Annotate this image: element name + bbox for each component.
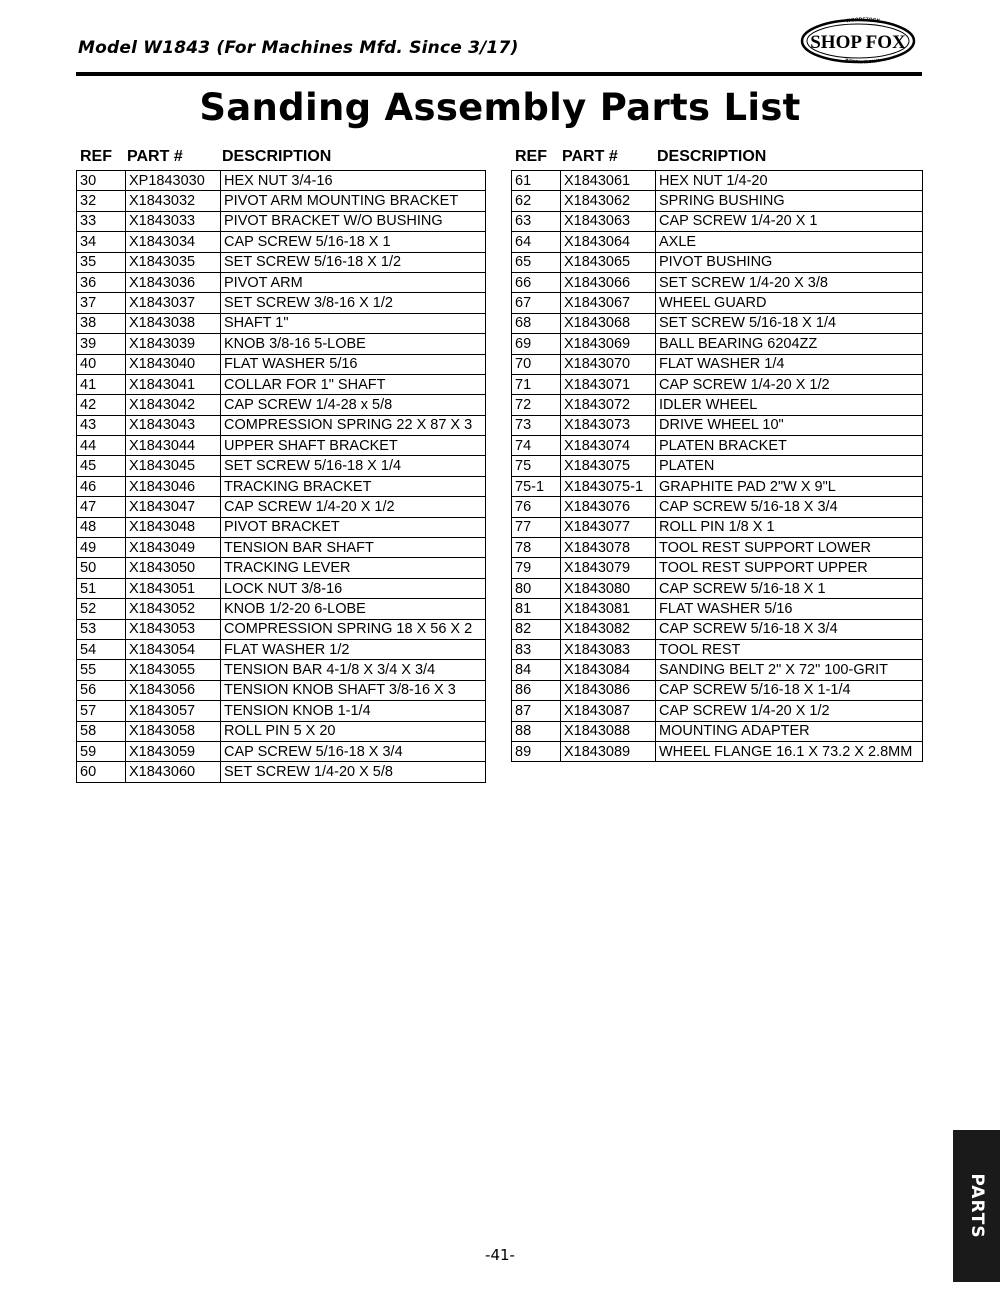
ref-cell: 76 bbox=[512, 497, 561, 517]
description-cell: CAP SCREW 1/4-20 X 1/2 bbox=[221, 497, 486, 517]
ref-cell: 53 bbox=[77, 619, 126, 639]
part-number-cell: X1843032 bbox=[126, 191, 221, 211]
table-row bbox=[77, 436, 486, 456]
ref-cell: 37 bbox=[77, 293, 126, 313]
table-row bbox=[77, 721, 486, 741]
part-number-cell: X1843044 bbox=[126, 436, 221, 456]
table-row bbox=[77, 476, 486, 496]
col-header-part: PART # bbox=[562, 148, 618, 165]
ref-cell: 82 bbox=[512, 619, 561, 639]
table-row bbox=[77, 558, 486, 578]
table-row bbox=[77, 334, 486, 354]
description-cell: FLAT WASHER 5/16 bbox=[221, 354, 486, 374]
table-row bbox=[512, 374, 923, 394]
ref-cell: 72 bbox=[512, 395, 561, 415]
part-number-cell: X1843074 bbox=[561, 436, 656, 456]
ref-cell: 54 bbox=[77, 639, 126, 659]
part-number-cell: X1843036 bbox=[126, 272, 221, 292]
description-cell: TRACKING BRACKET bbox=[221, 476, 486, 496]
description-cell: SET SCREW 5/16-18 X 1/4 bbox=[656, 313, 923, 333]
description-cell: PLATEN BRACKET bbox=[656, 436, 923, 456]
part-number-cell: X1843040 bbox=[126, 354, 221, 374]
ref-cell: 70 bbox=[512, 354, 561, 374]
ref-cell: 71 bbox=[512, 374, 561, 394]
part-number-cell: X1843058 bbox=[126, 721, 221, 741]
part-number-cell: X1843034 bbox=[126, 232, 221, 252]
description-cell: TRACKING LEVER bbox=[221, 558, 486, 578]
part-number-cell: X1843076 bbox=[561, 497, 656, 517]
table-row bbox=[77, 762, 486, 782]
table-row bbox=[77, 313, 486, 333]
table-row bbox=[512, 701, 923, 721]
ref-cell: 80 bbox=[512, 578, 561, 598]
table-row bbox=[512, 497, 923, 517]
ref-cell: 62 bbox=[512, 191, 561, 211]
table-row bbox=[77, 211, 486, 231]
part-number-cell: X1843067 bbox=[561, 293, 656, 313]
column-headers bbox=[76, 147, 486, 170]
part-number-cell: X1843059 bbox=[126, 741, 221, 761]
table-row bbox=[77, 252, 486, 272]
part-number-cell: X1843061 bbox=[561, 171, 656, 191]
table-row bbox=[512, 354, 923, 374]
part-number-cell: X1843056 bbox=[126, 680, 221, 700]
ref-cell: 48 bbox=[77, 517, 126, 537]
part-number-cell: X1843068 bbox=[561, 313, 656, 333]
table-row bbox=[77, 293, 486, 313]
description-cell: COMPRESSION SPRING 18 X 56 X 2 bbox=[221, 619, 486, 639]
table-row bbox=[512, 334, 923, 354]
table-row bbox=[512, 619, 923, 639]
part-number-cell: X1843038 bbox=[126, 313, 221, 333]
description-cell: ROLL PIN 1/8 X 1 bbox=[656, 517, 923, 537]
description-cell: CAP SCREW 5/16-18 X 1 bbox=[221, 232, 486, 252]
table-row bbox=[512, 538, 923, 558]
table-row bbox=[512, 578, 923, 598]
description-cell: PIVOT ARM bbox=[221, 272, 486, 292]
parts-table bbox=[76, 170, 486, 783]
description-cell: MOUNTING ADAPTER bbox=[656, 721, 923, 741]
table-row bbox=[77, 701, 486, 721]
page-title: Sanding Assembly Parts List bbox=[199, 86, 801, 129]
table-row bbox=[512, 476, 923, 496]
table-row bbox=[512, 232, 923, 252]
table-row bbox=[77, 232, 486, 252]
description-cell: PIVOT BUSHING bbox=[656, 252, 923, 272]
part-number-cell: X1843055 bbox=[126, 660, 221, 680]
description-cell: BALL BEARING 6204ZZ bbox=[656, 334, 923, 354]
description-cell: UPPER SHAFT BRACKET bbox=[221, 436, 486, 456]
ref-cell: 57 bbox=[77, 701, 126, 721]
description-cell: CAP SCREW 5/16-18 X 1-1/4 bbox=[656, 680, 923, 700]
ref-cell: 44 bbox=[77, 436, 126, 456]
part-number-cell: X1843088 bbox=[561, 721, 656, 741]
description-cell: FLAT WASHER 1/2 bbox=[221, 639, 486, 659]
parts-table-body bbox=[512, 171, 923, 762]
part-number-cell: X1843063 bbox=[561, 211, 656, 231]
part-number-cell: X1843033 bbox=[126, 211, 221, 231]
ref-cell: 56 bbox=[77, 680, 126, 700]
description-cell: FLAT WASHER 1/4 bbox=[656, 354, 923, 374]
ref-cell: 87 bbox=[512, 701, 561, 721]
parts-table-body bbox=[77, 171, 486, 783]
part-number-cell: X1843064 bbox=[561, 232, 656, 252]
ref-cell: 79 bbox=[512, 558, 561, 578]
ref-cell: 42 bbox=[77, 395, 126, 415]
part-number-cell: X1843082 bbox=[561, 619, 656, 639]
table-row bbox=[512, 558, 923, 578]
ref-cell: 88 bbox=[512, 721, 561, 741]
logo-top-arc-text: WOODSTOCK bbox=[845, 16, 881, 25]
description-cell: SET SCREW 5/16-18 X 1/2 bbox=[221, 252, 486, 272]
table-row bbox=[77, 171, 486, 191]
description-cell: SET SCREW 5/16-18 X 1/4 bbox=[221, 456, 486, 476]
part-number-cell: X1843071 bbox=[561, 374, 656, 394]
shop-fox-logo-graphic bbox=[800, 16, 916, 66]
description-cell: CAP SCREW 5/16-18 X 3/4 bbox=[221, 741, 486, 761]
table-row bbox=[77, 191, 486, 211]
ref-cell: 74 bbox=[512, 436, 561, 456]
table-row bbox=[77, 741, 486, 761]
description-cell: TENSION BAR SHAFT bbox=[221, 538, 486, 558]
table-row bbox=[512, 599, 923, 619]
table-row bbox=[77, 538, 486, 558]
logo-bottom-arc-text: INTERNATIONAL bbox=[844, 57, 882, 65]
page-number: -41- bbox=[485, 1246, 515, 1264]
ref-cell: 46 bbox=[77, 476, 126, 496]
part-number-cell: X1843049 bbox=[126, 538, 221, 558]
col-header-description: DESCRIPTION bbox=[222, 148, 332, 165]
ref-cell: 64 bbox=[512, 232, 561, 252]
ref-cell: 66 bbox=[512, 272, 561, 292]
ref-cell: 40 bbox=[77, 354, 126, 374]
table-row bbox=[77, 517, 486, 537]
part-number-cell: X1843080 bbox=[561, 578, 656, 598]
part-number-cell: X1843037 bbox=[126, 293, 221, 313]
part-number-cell: X1843054 bbox=[126, 639, 221, 659]
part-number-cell: X1843084 bbox=[561, 660, 656, 680]
ref-cell: 78 bbox=[512, 538, 561, 558]
part-number-cell: X1843041 bbox=[126, 374, 221, 394]
description-cell: TENSION KNOB SHAFT 3/8-16 X 3 bbox=[221, 680, 486, 700]
description-cell: DRIVE WHEEL 10" bbox=[656, 415, 923, 435]
table-row bbox=[77, 497, 486, 517]
table-row bbox=[77, 374, 486, 394]
part-number-cell: X1843081 bbox=[561, 599, 656, 619]
ref-cell: 61 bbox=[512, 171, 561, 191]
table-row bbox=[512, 517, 923, 537]
part-number-cell: X1843060 bbox=[126, 762, 221, 782]
description-cell: GRAPHITE PAD 2"W X 9"L bbox=[656, 476, 923, 496]
description-cell: SANDING BELT 2" X 72" 100-GRIT bbox=[656, 660, 923, 680]
part-number-cell: X1843046 bbox=[126, 476, 221, 496]
part-number-cell: X1843047 bbox=[126, 497, 221, 517]
part-number-cell: X1843065 bbox=[561, 252, 656, 272]
ref-cell: 50 bbox=[77, 558, 126, 578]
description-cell: COLLAR FOR 1" SHAFT bbox=[221, 374, 486, 394]
part-number-cell: X1843053 bbox=[126, 619, 221, 639]
table-row bbox=[77, 578, 486, 598]
shop-fox-logo bbox=[800, 16, 916, 66]
table-row bbox=[77, 415, 486, 435]
table-row bbox=[512, 741, 923, 761]
table-row bbox=[512, 680, 923, 700]
description-cell: CAP SCREW 5/16-18 X 3/4 bbox=[656, 619, 923, 639]
ref-cell: 33 bbox=[77, 211, 126, 231]
description-cell: IDLER WHEEL bbox=[656, 395, 923, 415]
part-number-cell: X1843039 bbox=[126, 334, 221, 354]
description-cell: FLAT WASHER 5/16 bbox=[656, 599, 923, 619]
description-cell: TOOL REST SUPPORT LOWER bbox=[656, 538, 923, 558]
ref-cell: 65 bbox=[512, 252, 561, 272]
table-row bbox=[77, 680, 486, 700]
ref-cell: 83 bbox=[512, 639, 561, 659]
ref-cell: 75 bbox=[512, 456, 561, 476]
table-row bbox=[512, 721, 923, 741]
table-row bbox=[77, 619, 486, 639]
ref-cell: 55 bbox=[77, 660, 126, 680]
part-number-cell: X1843075-1 bbox=[561, 476, 656, 496]
part-number-cell: X1843072 bbox=[561, 395, 656, 415]
description-cell: HEX NUT 3/4-16 bbox=[221, 171, 486, 191]
part-number-cell: X1843089 bbox=[561, 741, 656, 761]
description-cell: ROLL PIN 5 X 20 bbox=[221, 721, 486, 741]
table-row bbox=[512, 293, 923, 313]
part-number-cell: X1843077 bbox=[561, 517, 656, 537]
ref-cell: 45 bbox=[77, 456, 126, 476]
part-number-cell: X1843066 bbox=[561, 272, 656, 292]
ref-cell: 67 bbox=[512, 293, 561, 313]
description-cell: PIVOT ARM MOUNTING BRACKET bbox=[221, 191, 486, 211]
table-row bbox=[77, 456, 486, 476]
table-row bbox=[512, 395, 923, 415]
ref-cell: 49 bbox=[77, 538, 126, 558]
description-cell: SET SCREW 3/8-16 X 1/2 bbox=[221, 293, 486, 313]
table-row bbox=[77, 639, 486, 659]
description-cell: CAP SCREW 1/4-20 X 1 bbox=[656, 211, 923, 231]
description-cell: TENSION BAR 4-1/8 X 3/4 X 3/4 bbox=[221, 660, 486, 680]
logo-main-text: SHOP FOX bbox=[810, 32, 906, 53]
ref-cell: 52 bbox=[77, 599, 126, 619]
part-number-cell: X1843043 bbox=[126, 415, 221, 435]
part-number-cell: X1843086 bbox=[561, 680, 656, 700]
description-cell: PIVOT BRACKET W/O BUSHING bbox=[221, 211, 486, 231]
part-number-cell: X1843069 bbox=[561, 334, 656, 354]
table-row bbox=[512, 660, 923, 680]
description-cell: CAP SCREW 5/16-18 X 3/4 bbox=[656, 497, 923, 517]
description-cell: HEX NUT 1/4-20 bbox=[656, 171, 923, 191]
description-cell: LOCK NUT 3/8-16 bbox=[221, 578, 486, 598]
description-cell: SET SCREW 1/4-20 X 3/8 bbox=[656, 272, 923, 292]
table-row bbox=[512, 313, 923, 333]
table-row bbox=[512, 415, 923, 435]
part-number-cell: X1843045 bbox=[126, 456, 221, 476]
part-number-cell: X1843087 bbox=[561, 701, 656, 721]
description-cell: TOOL REST bbox=[656, 639, 923, 659]
ref-cell: 36 bbox=[77, 272, 126, 292]
table-row bbox=[512, 456, 923, 476]
table-row bbox=[512, 211, 923, 231]
description-cell: KNOB 1/2-20 6-LOBE bbox=[221, 599, 486, 619]
part-number-cell: X1843070 bbox=[561, 354, 656, 374]
description-cell: TENSION KNOB 1-1/4 bbox=[221, 701, 486, 721]
ref-cell: 63 bbox=[512, 211, 561, 231]
ref-cell: 43 bbox=[77, 415, 126, 435]
ref-cell: 38 bbox=[77, 313, 126, 333]
part-number-cell: X1843073 bbox=[561, 415, 656, 435]
part-number-cell: X1843048 bbox=[126, 517, 221, 537]
part-number-cell: X1843052 bbox=[126, 599, 221, 619]
parts-table bbox=[511, 170, 923, 762]
part-number-cell: X1843050 bbox=[126, 558, 221, 578]
ref-cell: 51 bbox=[77, 578, 126, 598]
ref-cell: 77 bbox=[512, 517, 561, 537]
ref-cell: 34 bbox=[77, 232, 126, 252]
ref-cell: 73 bbox=[512, 415, 561, 435]
table-row bbox=[512, 252, 923, 272]
ref-cell: 39 bbox=[77, 334, 126, 354]
part-number-cell: X1843078 bbox=[561, 538, 656, 558]
column-headers bbox=[511, 147, 923, 170]
description-cell: SPRING BUSHING bbox=[656, 191, 923, 211]
side-tab-label: PARTS bbox=[966, 1173, 987, 1239]
ref-cell: 58 bbox=[77, 721, 126, 741]
ref-cell: 35 bbox=[77, 252, 126, 272]
description-cell: TOOL REST SUPPORT UPPER bbox=[656, 558, 923, 578]
table-row bbox=[77, 660, 486, 680]
part-number-cell: X1843042 bbox=[126, 395, 221, 415]
description-cell: AXLE bbox=[656, 232, 923, 252]
model-header: Model W1843 (For Machines Mfd. Since 3/17) bbox=[78, 38, 519, 58]
table-row bbox=[512, 639, 923, 659]
ref-cell: 81 bbox=[512, 599, 561, 619]
table-row bbox=[77, 395, 486, 415]
part-number-cell: X1843051 bbox=[126, 578, 221, 598]
col-header-ref: REF bbox=[515, 148, 547, 165]
ref-cell: 68 bbox=[512, 313, 561, 333]
description-cell: PIVOT BRACKET bbox=[221, 517, 486, 537]
ref-cell: 32 bbox=[77, 191, 126, 211]
description-cell: CAP SCREW 1/4-20 X 1/2 bbox=[656, 374, 923, 394]
col-header-description: DESCRIPTION bbox=[657, 148, 767, 165]
table-row bbox=[512, 171, 923, 191]
description-cell: PLATEN bbox=[656, 456, 923, 476]
part-number-cell: XP1843030 bbox=[126, 171, 221, 191]
ref-cell: 59 bbox=[77, 741, 126, 761]
description-cell: SHAFT 1" bbox=[221, 313, 486, 333]
ref-cell: 30 bbox=[77, 171, 126, 191]
part-number-cell: X1843035 bbox=[126, 252, 221, 272]
table-row bbox=[77, 354, 486, 374]
part-number-cell: X1843062 bbox=[561, 191, 656, 211]
part-number-cell: X1843075 bbox=[561, 456, 656, 476]
header-rule bbox=[76, 72, 922, 76]
description-cell: WHEEL GUARD bbox=[656, 293, 923, 313]
col-header-part: PART # bbox=[127, 148, 183, 165]
description-cell: SET SCREW 1/4-20 X 5/8 bbox=[221, 762, 486, 782]
description-cell: COMPRESSION SPRING 22 X 87 X 3 bbox=[221, 415, 486, 435]
ref-cell: 69 bbox=[512, 334, 561, 354]
ref-cell: 89 bbox=[512, 741, 561, 761]
part-number-cell: X1843079 bbox=[561, 558, 656, 578]
description-cell: CAP SCREW 5/16-18 X 1 bbox=[656, 578, 923, 598]
col-header-ref: REF bbox=[80, 148, 112, 165]
ref-cell: 47 bbox=[77, 497, 126, 517]
table-row bbox=[512, 272, 923, 292]
description-cell: CAP SCREW 1/4-20 X 1/2 bbox=[656, 701, 923, 721]
parts-table-left bbox=[76, 147, 486, 783]
ref-cell: 75-1 bbox=[512, 476, 561, 496]
table-row bbox=[77, 599, 486, 619]
description-cell: CAP SCREW 1/4-28 x 5/8 bbox=[221, 395, 486, 415]
ref-cell: 84 bbox=[512, 660, 561, 680]
description-cell: WHEEL FLANGE 16.1 X 73.2 X 2.8MM bbox=[656, 741, 923, 761]
part-number-cell: X1843057 bbox=[126, 701, 221, 721]
table-row bbox=[512, 191, 923, 211]
table-row bbox=[512, 436, 923, 456]
part-number-cell: X1843083 bbox=[561, 639, 656, 659]
ref-cell: 60 bbox=[77, 762, 126, 782]
ref-cell: 41 bbox=[77, 374, 126, 394]
description-cell: KNOB 3/8-16 5-LOBE bbox=[221, 334, 486, 354]
table-row bbox=[77, 272, 486, 292]
parts-table-right bbox=[511, 147, 923, 762]
ref-cell: 86 bbox=[512, 680, 561, 700]
